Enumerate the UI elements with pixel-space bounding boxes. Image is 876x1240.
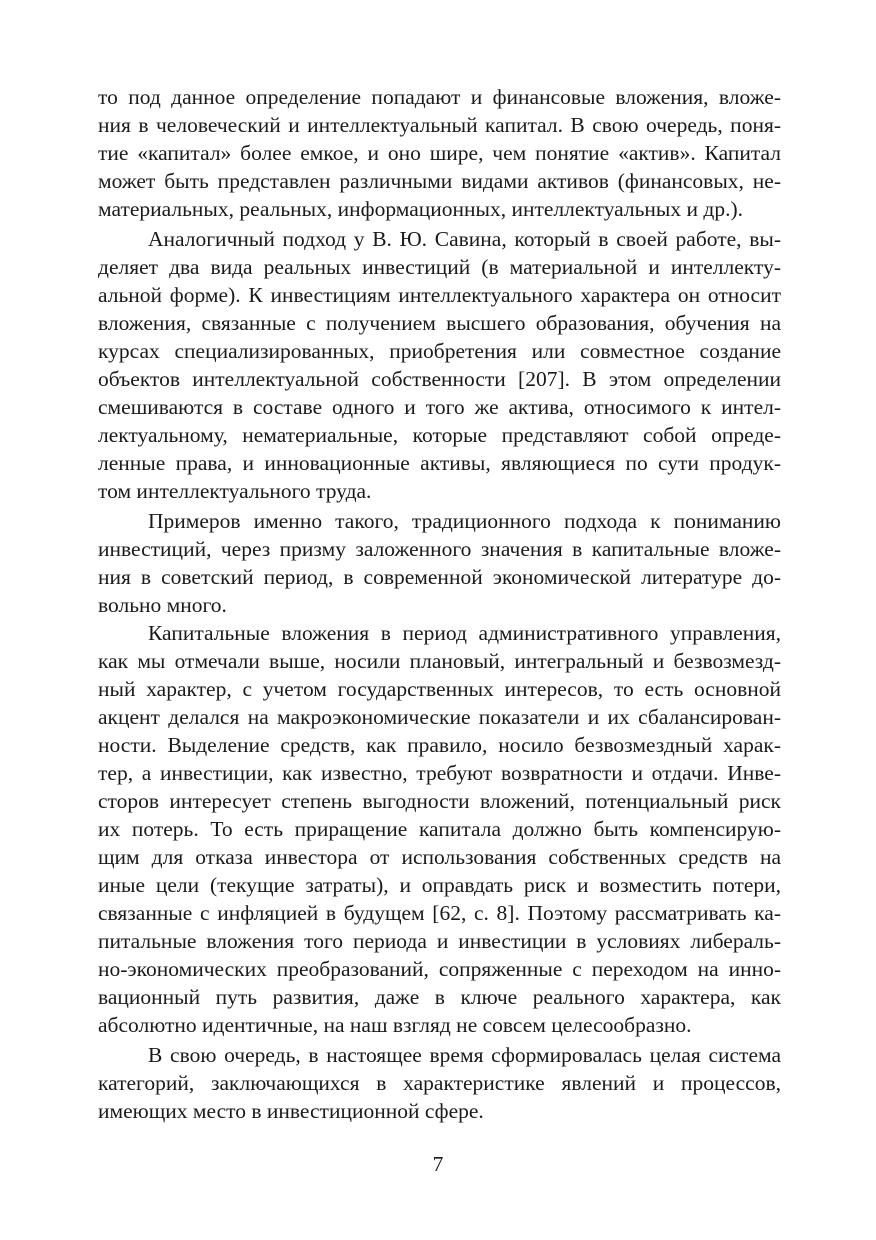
text-line: сторов интересует степень выгодности вложений, потенциальный риск <box>98 789 781 813</box>
text-line: ния в советский период, в современной экономической литературе до- <box>98 565 781 589</box>
text-line: инвестиций, через призму заложенного значения в капитальные вложе- <box>98 537 781 561</box>
text-line: вложения, связанные с получением высшего образования, обучения на <box>98 311 781 335</box>
text-line: Капитальные вложения в период административного управления, <box>148 621 781 645</box>
text-line: смешиваются в составе одного и того же актива, относимого к интел- <box>98 395 781 419</box>
text-line: ности. Выделение средств, как правило, носило безвозмездный харак- <box>98 733 781 757</box>
text-line: абсолютно идентичные, на наш взгляд не совсем целесообразно. <box>98 1013 692 1037</box>
text-line: их потерь. То есть приращение капитала должно быть компенсирую- <box>98 817 781 841</box>
text-line: но-экономических преобразований, сопряженные с переходом на инно- <box>98 957 781 981</box>
text-line: тер, а инвестиции, как известно, требуют возвратности и отдачи. Инве- <box>98 761 781 785</box>
text-line: ния в человеческий и интеллектуальный капитал. В свою очередь, поня- <box>98 113 781 137</box>
text-line: вационный путь развития, даже в ключе реального характера, как <box>98 985 781 1009</box>
text-line: категорий, заключающихся в характеристике явлений и процессов, <box>98 1071 781 1095</box>
text-line: то под данное определение попадают и финансовые вложения, вложе- <box>98 85 781 109</box>
text-line: В свою очередь, в настоящее время сформировалась целая система <box>148 1043 781 1067</box>
text-line: питальные вложения того периода и инвестиции в условиях либераль- <box>98 929 781 953</box>
text-line: тие «капитал» более емкое, и оно шире, чем понятие «актив». Капитал <box>98 141 781 165</box>
text-line: альной форме). К инвестициям интеллектуального характера он относит <box>98 283 781 307</box>
text-line: как мы отмечали выше, носили плановый, интегральный и безвозмезд- <box>98 649 781 673</box>
text-line: объектов интеллектуальной собственности [207]. В этом определении <box>98 367 781 391</box>
text-line: том интеллектуального труда. <box>98 479 372 503</box>
text-line: Аналогичный подход у В. Ю. Савина, который в своей работе, вы- <box>148 227 781 251</box>
text-line: может быть представлен различными видами активов (финансовых, не- <box>98 169 781 193</box>
page-number: 7 <box>432 1152 444 1176</box>
text-line: лектуальному, нематериальные, которые представляют собой опреде- <box>98 423 781 447</box>
text-line: ный характер, с учетом государственных интересов, то есть основной <box>98 677 781 701</box>
text-line: ленные права, и инновационные активы, являющиеся по сути продук- <box>98 451 781 475</box>
text-line: иные цели (текущие затраты), и оправдать риск и возместить потери, <box>98 873 781 897</box>
text-line: связанные с инфляцией в будущем [62, с. 8]. Поэтому рассматривать ка- <box>98 901 781 925</box>
text-line: акцент делался на макроэкономические показатели и их сбалансирован- <box>98 705 781 729</box>
text-line: вольно много. <box>98 593 227 617</box>
text-line: щим для отказа инвестора от использования собственных средств на <box>98 845 781 869</box>
text-line: деляет два вида реальных инвестиций (в материальной и интеллекту- <box>98 255 781 279</box>
text-line: курсах специализированных, приобретения или совместное создание <box>98 339 781 363</box>
text-line: материальных, реальных, информационных, интеллектуальных и др.). <box>98 197 743 221</box>
text-line: Примеров именно такого, традиционного подхода к пониманию <box>148 509 781 533</box>
text-line: имеющих место в инвестиционной сфере. <box>98 1099 484 1123</box>
